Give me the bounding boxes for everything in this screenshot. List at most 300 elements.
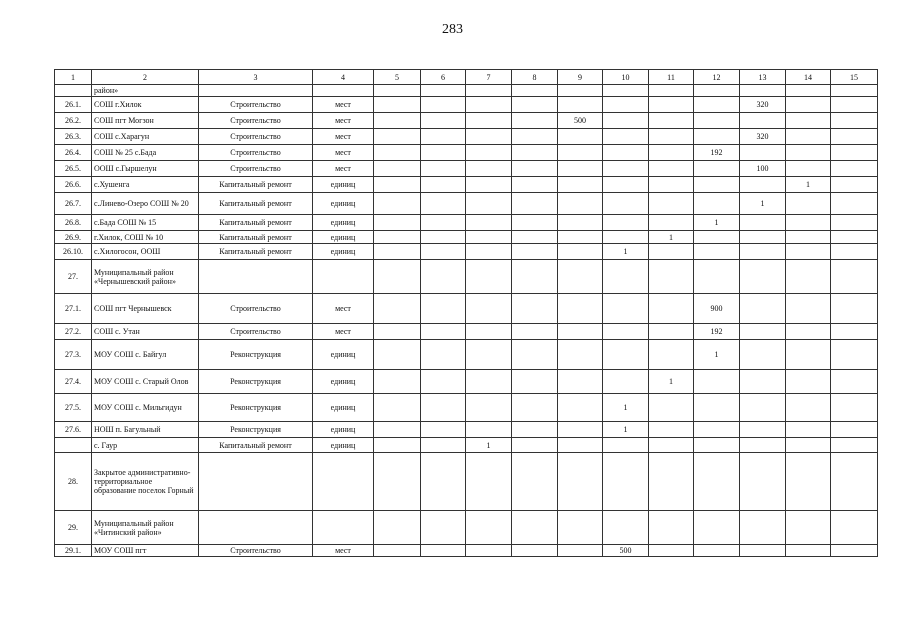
value-cell [740, 260, 786, 294]
column-header: 4 [313, 70, 374, 85]
value-cell [512, 545, 558, 557]
value-cell [421, 215, 466, 231]
row-number-cell: 27.4. [55, 370, 92, 394]
row-number-cell: 26.7. [55, 193, 92, 215]
value-cell [421, 244, 466, 260]
value-cell [512, 370, 558, 394]
object-name-cell: с.Бада СОШ № 15 [92, 215, 199, 231]
value-cell [786, 438, 831, 453]
value-cell: 192 [694, 324, 740, 340]
work-type-cell: Строительство [199, 97, 313, 113]
value-cell [512, 453, 558, 511]
value-cell [374, 438, 421, 453]
value-cell [694, 177, 740, 193]
header-row [55, 70, 878, 85]
value-cell [694, 113, 740, 129]
unit-cell [313, 260, 374, 294]
value-cell [421, 145, 466, 161]
value-cell [603, 340, 649, 370]
value-cell: 320 [740, 97, 786, 113]
row-number-cell: 27.1. [55, 294, 92, 324]
value-cell [466, 193, 512, 215]
value-cell [649, 129, 694, 145]
row-number-cell: 27.2. [55, 324, 92, 340]
work-type-cell: Реконструкция [199, 340, 313, 370]
value-cell [831, 294, 878, 324]
table-row [55, 161, 878, 177]
column-header: 9 [558, 70, 603, 85]
row-number-cell: 27.6. [55, 422, 92, 438]
value-cell: 1 [694, 215, 740, 231]
work-type-cell: Капитальный ремонт [199, 244, 313, 260]
value-cell [786, 294, 831, 324]
value-cell [786, 511, 831, 545]
value-cell [694, 438, 740, 453]
value-cell [831, 438, 878, 453]
work-type-cell: Строительство [199, 129, 313, 145]
value-cell [740, 113, 786, 129]
value-cell [831, 215, 878, 231]
value-cell [374, 422, 421, 438]
value-cell [786, 145, 831, 161]
value-cell [649, 113, 694, 129]
value-cell [831, 340, 878, 370]
value-cell [694, 453, 740, 511]
value-cell [374, 113, 421, 129]
value-cell [558, 453, 603, 511]
column-header: 6 [421, 70, 466, 85]
table-row [55, 113, 878, 129]
page-number: 283 [442, 22, 463, 37]
unit-cell: единиц [313, 370, 374, 394]
value-cell [558, 129, 603, 145]
object-name-cell: с.Хушенга [92, 177, 199, 193]
value-cell [786, 453, 831, 511]
row-number-cell: 28. [55, 453, 92, 511]
value-cell [558, 422, 603, 438]
column-header: 5 [374, 70, 421, 85]
unit-cell: мест [313, 294, 374, 324]
value-cell [786, 113, 831, 129]
work-type-cell: Строительство [199, 324, 313, 340]
unit-cell: мест [313, 129, 374, 145]
value-cell [466, 177, 512, 193]
value-cell [786, 97, 831, 113]
unit-cell: мест [313, 145, 374, 161]
object-name-cell: Муниципальный район «Чернышевский район» [92, 260, 199, 294]
value-cell [466, 511, 512, 545]
table-row [55, 511, 878, 545]
value-cell [740, 370, 786, 394]
value-cell [374, 294, 421, 324]
value-cell [466, 324, 512, 340]
work-type-cell [199, 453, 313, 511]
value-cell [512, 193, 558, 215]
value-cell [421, 260, 466, 294]
value-cell [649, 244, 694, 260]
value-cell [649, 294, 694, 324]
unit-cell: мест [313, 545, 374, 557]
object-name-cell: с. Гаур [92, 438, 199, 453]
value-cell [558, 324, 603, 340]
value-cell [649, 97, 694, 113]
value-cell [466, 453, 512, 511]
work-type-cell: Капитальный ремонт [199, 231, 313, 244]
row-number-cell: 26.4. [55, 145, 92, 161]
row-number-cell: 26.1. [55, 97, 92, 113]
value-cell [374, 324, 421, 340]
table-row [55, 129, 878, 145]
object-name-cell: Закрытое административно-территориальное образование поселок Горный [92, 453, 199, 511]
row-number-cell: 26.10. [55, 244, 92, 260]
value-cell [558, 193, 603, 215]
row-number-cell [55, 438, 92, 453]
value-cell: 1 [466, 438, 512, 453]
table-row [55, 85, 878, 97]
row-number-cell: 29.1. [55, 545, 92, 557]
table-row [55, 324, 878, 340]
value-cell [694, 244, 740, 260]
value-cell [512, 340, 558, 370]
value-cell: 1 [786, 177, 831, 193]
value-cell [374, 244, 421, 260]
table-row [55, 97, 878, 113]
row-number-cell: 27. [55, 260, 92, 294]
value-cell [740, 545, 786, 557]
value-cell [603, 129, 649, 145]
value-cell [786, 215, 831, 231]
value-cell [466, 145, 512, 161]
value-cell [786, 422, 831, 438]
value-cell [603, 324, 649, 340]
value-cell [831, 161, 878, 177]
value-cell [831, 244, 878, 260]
table-row [55, 294, 878, 324]
value-cell [603, 161, 649, 177]
value-cell [740, 244, 786, 260]
object-name-cell: МОУ СОШ с. Байгул [92, 340, 199, 370]
value-cell [786, 85, 831, 97]
value-cell [740, 231, 786, 244]
object-name-cell: МОУ СОШ с. Старый Олов [92, 370, 199, 394]
value-cell: 1 [694, 340, 740, 370]
value-cell [740, 422, 786, 438]
work-type-cell: Строительство [199, 161, 313, 177]
value-cell [786, 324, 831, 340]
value-cell [649, 161, 694, 177]
unit-cell [313, 511, 374, 545]
value-cell [421, 422, 466, 438]
value-cell [421, 545, 466, 557]
value-cell: 1 [649, 370, 694, 394]
value-cell [374, 394, 421, 422]
object-name-cell: СОШ пгт Могзон [92, 113, 199, 129]
value-cell [649, 260, 694, 294]
work-type-cell: Строительство [199, 113, 313, 129]
table-row [55, 260, 878, 294]
unit-cell: единиц [313, 193, 374, 215]
value-cell [740, 511, 786, 545]
value-cell [786, 370, 831, 394]
column-header: 8 [512, 70, 558, 85]
value-cell [512, 231, 558, 244]
value-cell [831, 177, 878, 193]
value-cell [466, 244, 512, 260]
value-cell [649, 394, 694, 422]
value-cell [512, 394, 558, 422]
value-cell [466, 97, 512, 113]
value-cell [694, 394, 740, 422]
work-type-cell: Реконструкция [199, 370, 313, 394]
object-name-cell: Муниципальный район «Читинский район» [92, 511, 199, 545]
value-cell [740, 215, 786, 231]
value-cell [466, 370, 512, 394]
value-cell [603, 231, 649, 244]
value-cell [694, 97, 740, 113]
value-cell [649, 177, 694, 193]
object-name-cell: с.Линево-Озеро СОШ № 20 [92, 193, 199, 215]
value-cell [831, 394, 878, 422]
value-cell [374, 85, 421, 97]
row-number-cell: 27.5. [55, 394, 92, 422]
value-cell [831, 453, 878, 511]
value-cell [421, 193, 466, 215]
value-cell: 1 [740, 193, 786, 215]
value-cell [374, 161, 421, 177]
value-cell [374, 453, 421, 511]
row-number-cell: 26.6. [55, 177, 92, 193]
object-name-cell: СОШ пгт Чернышевск [92, 294, 199, 324]
value-cell [374, 511, 421, 545]
object-name-cell: МОУ СОШ с. Мильгидун [92, 394, 199, 422]
value-cell [603, 511, 649, 545]
value-cell [374, 129, 421, 145]
value-cell [603, 85, 649, 97]
row-number-cell: 26.8. [55, 215, 92, 231]
column-header: 13 [740, 70, 786, 85]
value-cell [512, 161, 558, 177]
value-cell [831, 511, 878, 545]
value-cell [466, 294, 512, 324]
value-cell [421, 324, 466, 340]
work-type-cell: Капитальный ремонт [199, 438, 313, 453]
value-cell [649, 85, 694, 97]
value-cell [786, 394, 831, 422]
object-name-cell: ООШ с.Гыршелун [92, 161, 199, 177]
value-cell [512, 177, 558, 193]
value-cell [558, 215, 603, 231]
value-cell [421, 113, 466, 129]
value-cell [649, 453, 694, 511]
value-cell: 1 [649, 231, 694, 244]
object-name-cell: МОУ СОШ пгт [92, 545, 199, 557]
value-cell [649, 215, 694, 231]
row-number-cell: 26.2. [55, 113, 92, 129]
value-cell [831, 145, 878, 161]
value-cell [512, 85, 558, 97]
value-cell [694, 161, 740, 177]
unit-cell: мест [313, 324, 374, 340]
object-name-cell: г.Хилок, СОШ № 10 [92, 231, 199, 244]
value-cell [512, 422, 558, 438]
value-cell [831, 193, 878, 215]
column-header: 11 [649, 70, 694, 85]
value-cell [740, 324, 786, 340]
value-cell [740, 340, 786, 370]
value-cell [694, 260, 740, 294]
value-cell [786, 129, 831, 145]
value-cell [649, 438, 694, 453]
value-cell [374, 231, 421, 244]
row-number-cell [55, 85, 92, 97]
table-row [55, 453, 878, 511]
row-number-cell: 27.3. [55, 340, 92, 370]
unit-cell: единиц [313, 394, 374, 422]
value-cell [558, 511, 603, 545]
value-cell [512, 97, 558, 113]
value-cell [831, 231, 878, 244]
value-cell: 320 [740, 129, 786, 145]
value-cell [374, 340, 421, 370]
value-cell [558, 545, 603, 557]
value-cell [649, 545, 694, 557]
value-cell [740, 177, 786, 193]
work-type-cell: Строительство [199, 145, 313, 161]
value-cell [466, 340, 512, 370]
value-cell [421, 177, 466, 193]
value-cell [421, 294, 466, 324]
value-cell [558, 177, 603, 193]
value-cell [374, 260, 421, 294]
object-name-cell: СОШ г.Хилок [92, 97, 199, 113]
value-cell [466, 260, 512, 294]
value-cell [694, 511, 740, 545]
value-cell [694, 422, 740, 438]
value-cell [603, 215, 649, 231]
row-number-cell: 26.5. [55, 161, 92, 177]
table-row [55, 231, 878, 244]
unit-cell: единиц [313, 422, 374, 438]
value-cell [740, 453, 786, 511]
table-row [55, 370, 878, 394]
unit-cell [313, 85, 374, 97]
value-cell [558, 394, 603, 422]
value-cell [421, 394, 466, 422]
value-cell [421, 511, 466, 545]
value-cell [421, 231, 466, 244]
value-cell [512, 215, 558, 231]
investment-table [54, 69, 878, 557]
value-cell [421, 85, 466, 97]
value-cell: 1 [603, 394, 649, 422]
value-cell [512, 129, 558, 145]
value-cell [374, 193, 421, 215]
value-cell [603, 97, 649, 113]
unit-cell: единиц [313, 215, 374, 231]
unit-cell: мест [313, 113, 374, 129]
value-cell [466, 231, 512, 244]
value-cell [831, 97, 878, 113]
value-cell [649, 511, 694, 545]
work-type-cell: Строительство [199, 545, 313, 557]
value-cell [740, 438, 786, 453]
object-name-cell: с.Хилогосон, ООШ [92, 244, 199, 260]
table-row [55, 244, 878, 260]
value-cell [786, 340, 831, 370]
value-cell [466, 161, 512, 177]
value-cell [558, 145, 603, 161]
value-cell [466, 422, 512, 438]
value-cell [466, 545, 512, 557]
value-cell [558, 231, 603, 244]
work-type-cell: Реконструкция [199, 394, 313, 422]
column-header: 1 [55, 70, 92, 85]
value-cell [603, 294, 649, 324]
value-cell [512, 113, 558, 129]
object-name-cell: СОШ с.Харагун [92, 129, 199, 145]
value-cell: 1 [603, 422, 649, 438]
unit-cell: единиц [313, 340, 374, 370]
value-cell [740, 394, 786, 422]
value-cell [512, 145, 558, 161]
work-type-cell: Капитальный ремонт [199, 177, 313, 193]
value-cell [603, 193, 649, 215]
object-name-cell: район» [92, 85, 199, 97]
column-header: 10 [603, 70, 649, 85]
row-number-cell: 29. [55, 511, 92, 545]
value-cell [649, 193, 694, 215]
value-cell [466, 215, 512, 231]
value-cell [374, 145, 421, 161]
value-cell [603, 453, 649, 511]
value-cell [512, 324, 558, 340]
row-number-cell: 26.3. [55, 129, 92, 145]
value-cell [421, 129, 466, 145]
unit-cell: единиц [313, 231, 374, 244]
value-cell [603, 370, 649, 394]
value-cell: 900 [694, 294, 740, 324]
value-cell [694, 129, 740, 145]
value-cell [603, 113, 649, 129]
value-cell [558, 260, 603, 294]
value-cell [786, 161, 831, 177]
object-name-cell: СОШ № 25 с.Бада [92, 145, 199, 161]
value-cell [421, 453, 466, 511]
unit-cell: единиц [313, 438, 374, 453]
work-type-cell: Капитальный ремонт [199, 193, 313, 215]
value-cell [694, 231, 740, 244]
value-cell [786, 193, 831, 215]
value-cell [512, 438, 558, 453]
value-cell [558, 97, 603, 113]
value-cell [831, 113, 878, 129]
unit-cell: единиц [313, 244, 374, 260]
value-cell [831, 422, 878, 438]
value-cell: 192 [694, 145, 740, 161]
value-cell [831, 324, 878, 340]
column-header: 14 [786, 70, 831, 85]
value-cell [740, 145, 786, 161]
table-row [55, 215, 878, 231]
table-row [55, 193, 878, 215]
table-row [55, 394, 878, 422]
value-cell [374, 97, 421, 113]
value-cell [740, 85, 786, 97]
value-cell [786, 244, 831, 260]
value-cell [558, 438, 603, 453]
column-header: 12 [694, 70, 740, 85]
value-cell: 500 [603, 545, 649, 557]
